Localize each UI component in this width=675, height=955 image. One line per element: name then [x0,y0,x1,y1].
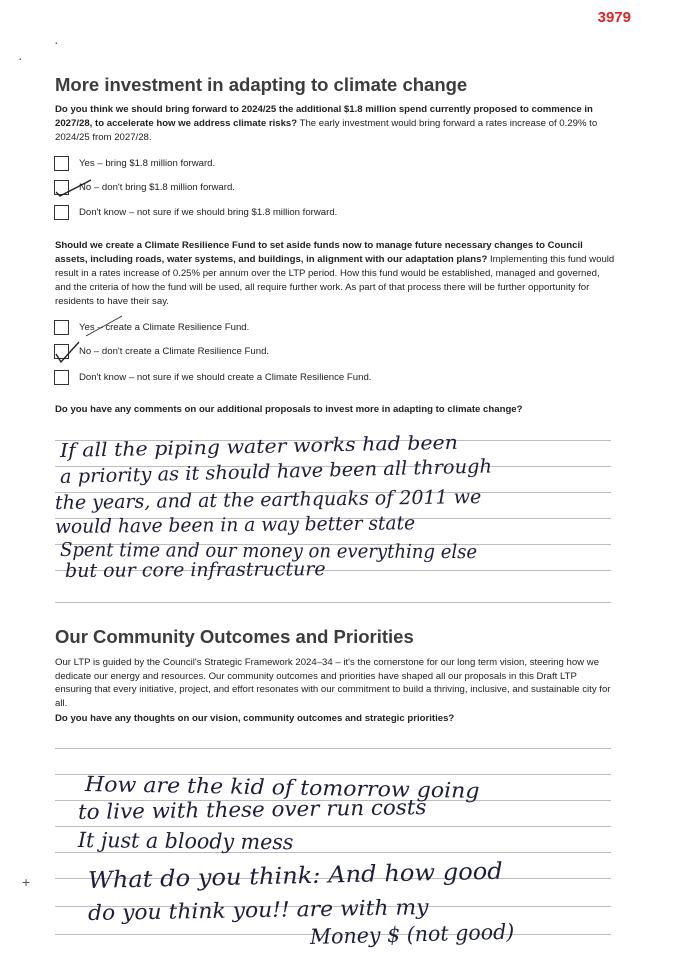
climate-section-heading: More investment in adapting to climate change [55,74,468,95]
climate-question-1 [55,103,615,145]
margin-mark: · [54,34,59,50]
outcomes-answer-line: It just a bloody mess [77,828,294,855]
handwritten-tick-icon [53,178,93,198]
q1-checkbox-yes[interactable] [54,156,69,171]
answer-rule [55,826,611,827]
q1-checkbox-dont-know[interactable] [54,205,69,220]
handwritten-stroke-icon [84,314,124,338]
outcomes-intro: Our LTP is guided by the Council's Strategic Framework 2024–34 – it's the cornerstone for our long term vision, steering how we dedicate our energy and resources. Our community outcomes and priorities have shaped all our proposals in this Draft LTP ensuring that every initiative, project, and effort resonates with our commitment to build a thriving, inclusive, and sustainable city for all. [55,657,611,709]
q2-checkbox-no[interactable] [54,344,69,359]
margin-plus-mark: + [22,874,31,890]
climate-answer-line: the years, and at the earthquaks of 2011 we [54,486,482,514]
climate-question-2-bold: Should we create a Climate Resilience Fund to set aside funds now to manage future necessary changes to Council assets, including roads, water systems, and buildings, in alignment with our adaptation plans? [55,240,583,265]
q1-checkbox-no[interactable] [54,180,69,195]
climate-question-2 [55,239,615,309]
outcomes-section-heading: Our Community Outcomes and Priorities [55,626,414,647]
q2-option-dont-know[interactable] [54,369,371,385]
outcomes-answer-line: How are the kid of tomorrow going [84,772,480,803]
q1-option-no-label: No – don't bring $1.8 million forward. [79,181,235,193]
climate-question-2-detail: Implementing this fund would result in a rates increase of 0.25% per annum over the LTP period. How this fund would be established, managed and governed, and the criteria of how the fund will be used, all require further work. As part of that process there will be further opportunity for residents to have their say. [55,254,615,307]
climate-question-1-detail: The early investment would bring forward a rates increase of 0.29% to 2024/25 from 2027/28. [55,118,598,143]
outcomes-answer-line: What do you think: And how good [87,858,503,894]
form-id-stamp: 3979 [597,9,631,26]
climate-answer-line: If all the piping water works had been [59,431,459,462]
answer-rule [55,602,611,603]
q1-option-dont-know-label: Don't know – not sure if we should bring $1.8 million forward. [79,206,338,218]
q1-option-no[interactable] [54,179,235,195]
climate-question-3: Do you have any comments on our additional proposals to invest more in adapting to climate change? [55,404,523,415]
q1-option-dont-know[interactable] [54,204,337,220]
climate-question-1-bold: Do you think we should bring forward to 2024/25 the additional $1.8 million spend currently proposed to commence in 2027/28, to accelerate how we address climate risks? [55,104,593,129]
outcomes-question: Do you have any thoughts on our vision, community outcomes and strategic priorities? [55,713,455,724]
q1-option-yes-label: Yes – bring $1.8 million forward. [79,157,216,169]
climate-answer-line: would have been in a way better state [54,512,416,538]
q2-option-no[interactable] [54,343,269,359]
handwritten-tick-icon [53,342,83,364]
outcomes-answer-line: do you think you!! are with my [87,895,429,925]
climate-answer-line: but our core infrastructure [64,558,326,582]
q1-option-yes[interactable] [54,155,215,171]
climate-answer-line: a priority as it should have been all through [59,455,493,488]
q2-option-dont-know-label: Don't know – not sure if we should create a Climate Resilience Fund. [79,371,372,383]
outcomes-answer-line: to live with these over run costs [77,795,427,824]
q2-option-yes-label: Yes – create a Climate Resilience Fund. [79,321,250,333]
answer-rule [55,748,611,749]
q2-checkbox-yes[interactable] [54,320,69,335]
q2-option-no-label: No – don't create a Climate Resilience Fund. [79,345,270,357]
margin-mark: · [18,50,23,66]
q2-checkbox-dont-know[interactable] [54,370,69,385]
outcomes-answer-line: Money $ (not good) [309,919,515,949]
climate-answer-line: Spent time and our money on everything else [59,539,478,564]
